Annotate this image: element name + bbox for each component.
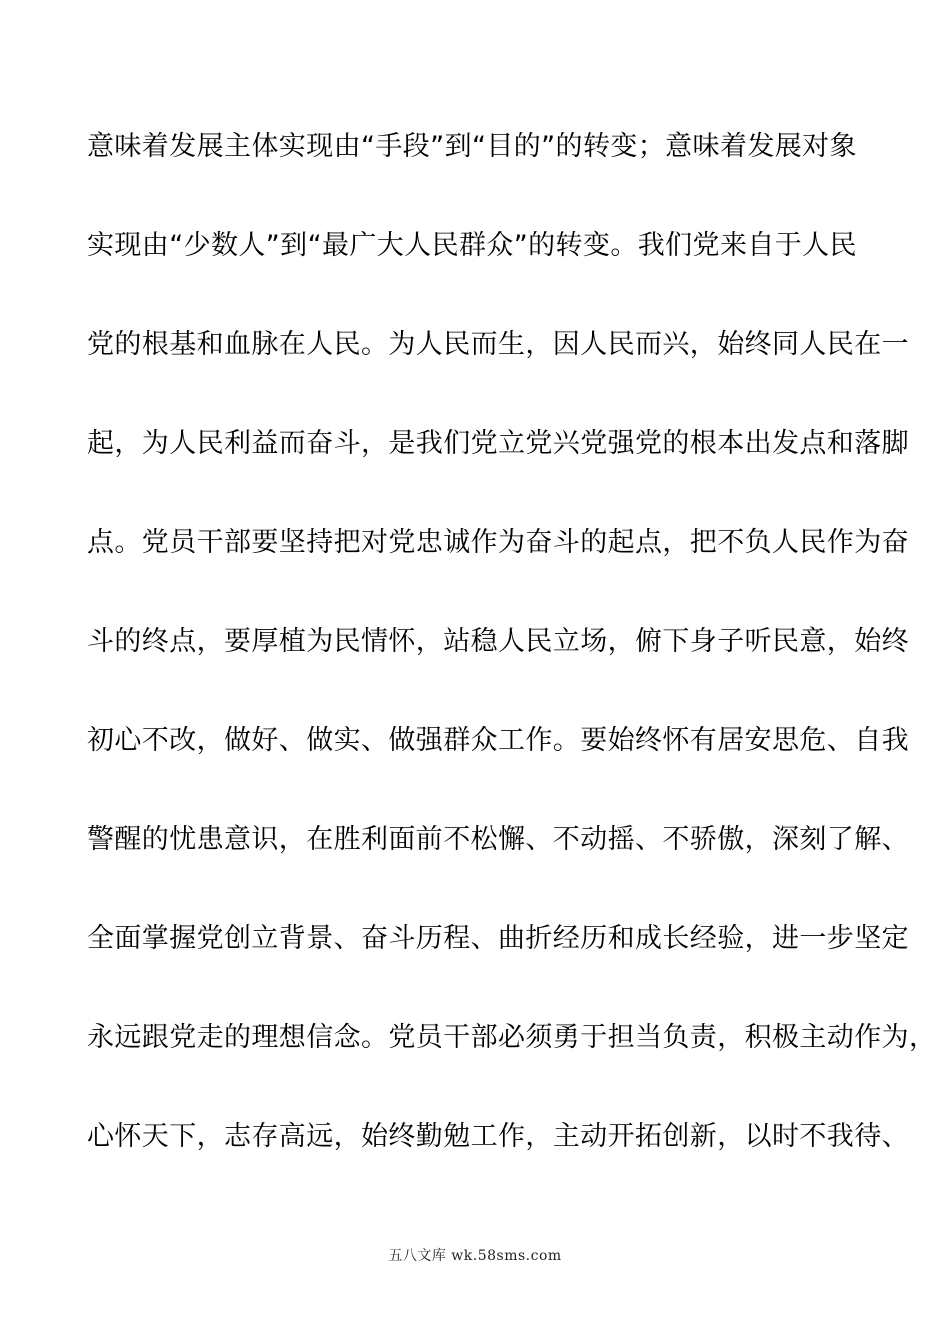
text-line: 起，为人民利益而奋斗，是我们党立党兴党强党的根本出发点和落脚 bbox=[87, 428, 909, 459]
text-line: 意味着发展主体实现由“手段”到“目的”的转变；意味着发展对象 bbox=[87, 131, 857, 162]
footer-watermark: 五八文库 wk.58sms.com bbox=[388, 1248, 562, 1264]
text-line: 斗的终点，要厚植为民情怀，站稳人民立场，俯下身子听民意，始终 bbox=[87, 626, 909, 657]
text-line: 点。党员干部要坚持把对党忠诚作为奋斗的起点，把不负人民作为奋 bbox=[87, 527, 909, 558]
text-line: 初心不改，做好、做实、做强群众工作。要始终怀有居安思危、自我 bbox=[87, 725, 909, 756]
text-line: 心怀天下，志存高远，始终勤勉工作，主动开拓创新，以时不我待、 bbox=[87, 1121, 909, 1152]
text-line: 警醒的忧患意识，在胜利面前不松懈、不动摇、不骄傲，深刻了解、 bbox=[87, 824, 909, 855]
text-line: 永远跟党走的理想信念。党员干部必须勇于担当负责，积极主动作为， bbox=[87, 1022, 937, 1053]
text-line: 实现由“少数人”到“最广大人民群众”的转变。我们党来自于人民 bbox=[87, 230, 857, 261]
text-line: 全面掌握党创立背景、奋斗历程、曲折经历和成长经验，进一步坚定 bbox=[87, 923, 909, 954]
text-line: 党的根基和血脉在人民。为人民而生，因人民而兴，始终同人民在一 bbox=[87, 329, 909, 360]
body-paragraph bbox=[87, 124, 937, 1213]
